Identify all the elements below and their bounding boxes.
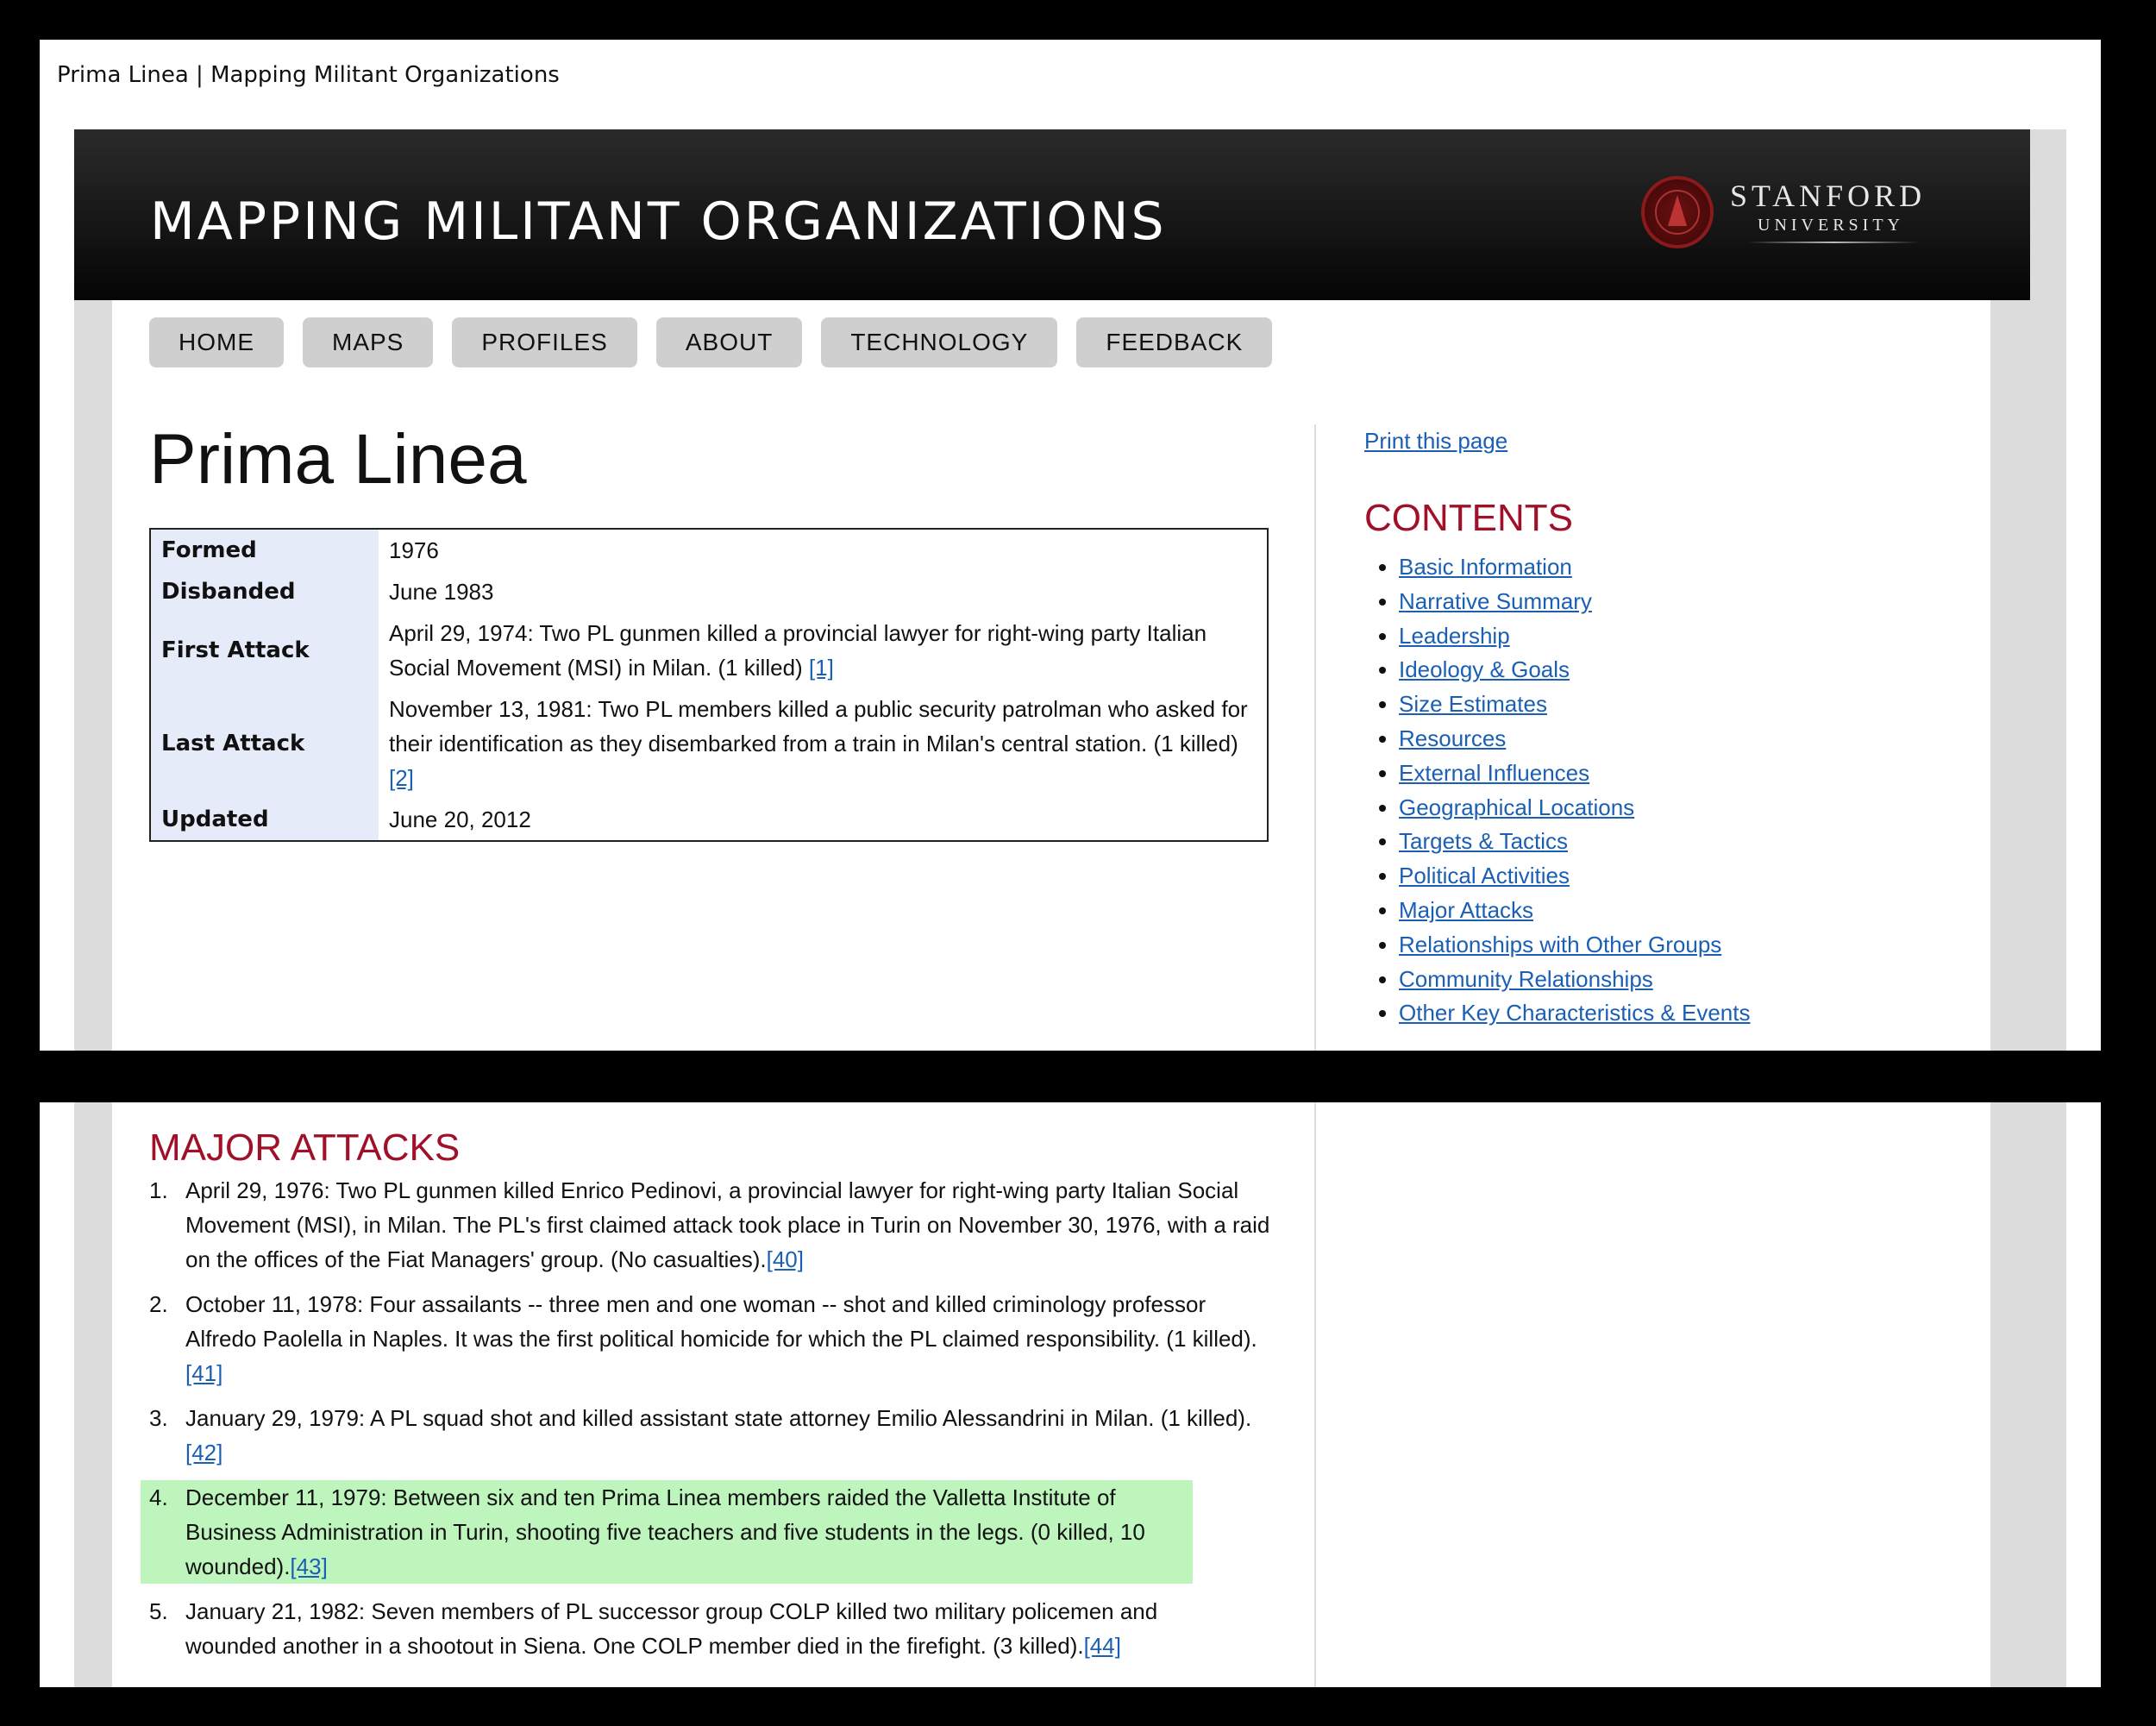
contents-link-resources[interactable]: Resources bbox=[1399, 725, 1507, 751]
reference-link[interactable]: [2] bbox=[389, 765, 414, 791]
nav-maps-button[interactable]: MAPS bbox=[303, 317, 433, 367]
contents-link-geographical-locations[interactable]: Geographical Locations bbox=[1399, 794, 1635, 820]
info-row-disbanded bbox=[150, 571, 1268, 612]
contents-link-political-activities[interactable]: Political Activities bbox=[1399, 863, 1570, 889]
contents-item bbox=[1399, 791, 1750, 825]
reference-link[interactable]: [40] bbox=[766, 1246, 804, 1272]
contents-link-external-influences[interactable]: External Influences bbox=[1399, 759, 1590, 786]
attack-item-highlighted bbox=[141, 1480, 1193, 1584]
contents-item bbox=[1399, 585, 1750, 619]
nav-profiles-button[interactable]: PROFILES bbox=[452, 317, 636, 367]
attack-text bbox=[185, 1173, 1270, 1277]
contents-item bbox=[1399, 722, 1750, 756]
last-attack-text: November 13, 1981: Two PL members killed a public security patrolman who asked for their identification as they disembarked from a train in Milan's central station. (1 killed) bbox=[389, 696, 1248, 756]
first-attack-text: April 29, 1974: Two PL gunmen killed a provincial lawyer for right-wing party Italian Social Movement (MSI) in Milan. (1 killed) bbox=[389, 620, 1207, 681]
logo-underline bbox=[1747, 242, 1920, 243]
site-title[interactable]: MAPPING MILITANT ORGANIZATIONS bbox=[150, 191, 1167, 252]
major-attacks-list bbox=[149, 1173, 1270, 1663]
page-title: Prima Linea bbox=[149, 420, 527, 499]
attack-item bbox=[149, 1173, 1270, 1277]
reference-link[interactable]: [44] bbox=[1083, 1633, 1121, 1659]
contents-link-community-relationships[interactable]: Community Relationships bbox=[1399, 965, 1653, 992]
site-header bbox=[74, 129, 2030, 300]
attack-description: April 29, 1976: Two PL gunmen killed Enrico Pedinovi, a provincial lawyer for right-wing party Italian Social Movement (MSI), in Milan. The PL's first claimed attack took place in Turin on November 30, 1976, with a raid on the offices of the Fiat Managers' group. (No casualties). bbox=[185, 1177, 1270, 1272]
contents-item bbox=[1399, 996, 1750, 1031]
contents-link-size-estimates[interactable]: Size Estimates bbox=[1399, 691, 1547, 718]
tree-icon bbox=[1668, 195, 1687, 226]
browser-panel-bottom bbox=[40, 1102, 2101, 1687]
contents-item bbox=[1399, 894, 1750, 928]
column-divider bbox=[1314, 1102, 1316, 1687]
info-value: June 1983 bbox=[389, 579, 494, 605]
attack-number: 5. bbox=[149, 1598, 168, 1624]
contents-link-basic-information[interactable]: Basic Information bbox=[1399, 554, 1572, 580]
attack-description: January 29, 1979: A PL squad shot and killed assistant state attorney Emilio Alessandrini in Milan. (1 killed). bbox=[185, 1405, 1252, 1431]
window-title: Prima Linea | Mapping Militant Organizations bbox=[57, 62, 560, 88]
contents-heading: CONTENTS bbox=[1364, 497, 1573, 539]
contents-link-relationships[interactable]: Relationships with Other Groups bbox=[1399, 931, 1722, 957]
attack-item bbox=[149, 1594, 1227, 1663]
contents-link-narrative-summary[interactable]: Narrative Summary bbox=[1399, 587, 1592, 614]
attack-text bbox=[185, 1594, 1227, 1663]
info-label: First Attack bbox=[150, 612, 379, 688]
contents-link-major-attacks[interactable]: Major Attacks bbox=[1399, 896, 1534, 923]
nav-technology-button[interactable]: TECHNOLOGY bbox=[821, 317, 1057, 367]
contents-link-ideology-goals[interactable]: Ideology & Goals bbox=[1399, 656, 1570, 683]
contents-item bbox=[1399, 963, 1750, 997]
contents-item bbox=[1399, 756, 1750, 791]
nav-feedback-button[interactable]: FEEDBACK bbox=[1076, 317, 1272, 367]
attack-description: January 21, 1982: Seven members of PL successor group COLP killed two military policemen and wounded another in a shootout in Siena. One COLP member died in the firefight. (3 killed). bbox=[185, 1598, 1158, 1659]
attack-text bbox=[185, 1480, 1193, 1584]
major-attacks-heading: MAJOR ATTACKS bbox=[149, 1127, 461, 1169]
info-label: Updated bbox=[150, 799, 379, 841]
attack-number: 3. bbox=[149, 1405, 168, 1431]
attack-number: 2. bbox=[149, 1291, 168, 1317]
attack-description: October 11, 1978: Four assailants -- three men and one woman -- shot and killed criminology professor Alfredo Paolella in Naples. It was the first political homicide for which the PL claimed responsibility. (1 killed). bbox=[185, 1291, 1257, 1352]
nav-home-button[interactable]: HOME bbox=[149, 317, 284, 367]
contents-list bbox=[1364, 550, 1750, 1031]
info-label: Disbanded bbox=[150, 571, 379, 612]
contents-item bbox=[1399, 550, 1750, 585]
nav-about-button[interactable]: ABOUT bbox=[656, 317, 802, 367]
info-row-last-attack bbox=[150, 688, 1268, 799]
page-margin-right bbox=[1990, 1102, 2066, 1687]
contents-item bbox=[1399, 619, 1750, 654]
stanford-logo-text[interactable]: STANFORD bbox=[1730, 179, 1927, 213]
info-value: June 20, 2012 bbox=[389, 807, 531, 832]
contents-item bbox=[1399, 653, 1750, 687]
contents-link-leadership[interactable]: Leadership bbox=[1399, 622, 1510, 649]
info-value bbox=[379, 612, 1268, 688]
reference-link[interactable]: [41] bbox=[185, 1360, 223, 1386]
contents-item bbox=[1399, 687, 1750, 722]
browser-panel-top bbox=[40, 40, 2101, 1051]
attack-description: December 11, 1979: Between six and ten Prima Linea members raided the Valletta Institute of Business Administration in Turin, shooting five teachers and five students in the legs. (0 killed, 10 wounded). bbox=[185, 1484, 1145, 1579]
print-page-link[interactable]: Print this page bbox=[1364, 428, 1508, 454]
attack-text bbox=[185, 1287, 1270, 1390]
stanford-seal-icon bbox=[1641, 176, 1714, 248]
info-row-updated bbox=[150, 799, 1268, 841]
contents-item bbox=[1399, 859, 1750, 894]
attack-number: 1. bbox=[149, 1177, 168, 1203]
reference-link[interactable]: [42] bbox=[185, 1440, 223, 1466]
contents-link-targets-tactics[interactable]: Targets & Tactics bbox=[1399, 828, 1569, 855]
contents-link-other-key-characteristics[interactable]: Other Key Characteristics & Events bbox=[1399, 1000, 1751, 1026]
info-value bbox=[379, 688, 1268, 799]
info-label: Last Attack bbox=[150, 688, 379, 799]
reference-link[interactable]: [43] bbox=[290, 1553, 328, 1579]
attack-text bbox=[185, 1401, 1263, 1470]
info-table bbox=[149, 528, 1269, 842]
page-margin-left bbox=[74, 1102, 112, 1687]
info-row-formed bbox=[150, 529, 1268, 571]
info-row-first-attack bbox=[150, 612, 1268, 688]
attack-number: 4. bbox=[149, 1484, 168, 1510]
attack-item bbox=[149, 1287, 1270, 1390]
stanford-logo-subtext: UNIVERSITY bbox=[1758, 216, 1904, 235]
reference-link[interactable]: [1] bbox=[808, 655, 834, 681]
column-divider bbox=[1314, 424, 1316, 1051]
info-value: 1976 bbox=[389, 537, 439, 563]
main-nav bbox=[149, 317, 1272, 367]
contents-item bbox=[1399, 825, 1750, 859]
attack-item bbox=[149, 1401, 1270, 1470]
contents-item bbox=[1399, 928, 1750, 963]
info-label: Formed bbox=[150, 529, 379, 571]
